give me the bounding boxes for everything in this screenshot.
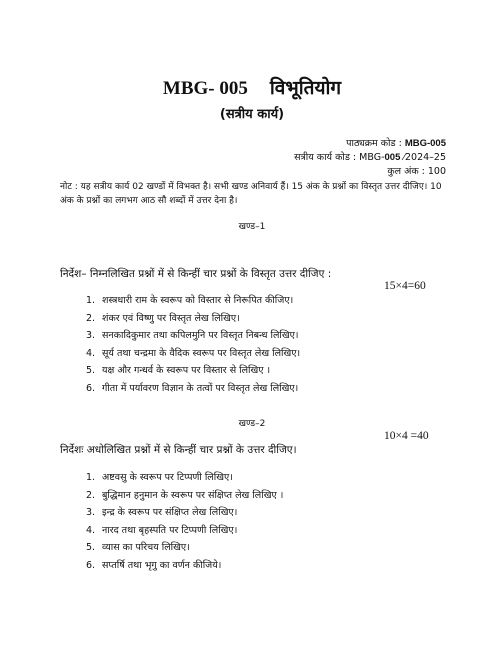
section-1-marks: 15×4=60 xyxy=(384,280,426,292)
question-number: 1. xyxy=(86,295,96,306)
assignment-code-bold: 005 xyxy=(384,152,401,163)
question-number: 2. xyxy=(86,489,96,501)
total-marks: कुल अंक : 100 xyxy=(387,166,446,177)
question-number: 2. xyxy=(86,312,96,324)
question-item xyxy=(86,327,300,345)
question-number: 5. xyxy=(86,542,96,554)
question-number: 1. xyxy=(86,472,96,483)
question-item xyxy=(86,362,300,380)
question-item xyxy=(86,487,283,505)
assignment-code-suffix: ⁄2024–25 xyxy=(400,152,446,163)
question-number: 5. xyxy=(86,365,96,377)
question-text: सप्तर्षि तथा भृगु का वर्णन कीजिये। xyxy=(102,559,222,571)
question-number: 6. xyxy=(86,382,96,394)
question-text: व्यास का परिचय लिखिए। xyxy=(102,542,190,554)
section-2-marks: 10×4 =40 xyxy=(384,430,429,442)
course-code-value: MBG-005 xyxy=(404,138,446,149)
question-text: इन्द्र के स्वरूप पर संक्षिप्त लेख लिखिए। xyxy=(102,507,238,519)
question-number: 4. xyxy=(86,524,96,536)
question-text: सूर्य तथा चन्द्रमा के वैदिक स्वरूप पर विस्तृत लेख लिखिए। xyxy=(102,347,301,359)
question-item xyxy=(86,380,300,398)
question-text: गीता में पर्यावरण विज्ञान के तत्वों पर विस्तृत लेख लिखिए। xyxy=(102,382,299,394)
question-item xyxy=(86,292,300,310)
question-text: यक्ष और गन्धर्व के स्वरूप पर विस्तार से लिखिए । xyxy=(102,365,271,377)
assignment-code-label: सत्रीय कार्य कोड : xyxy=(294,152,357,163)
question-text: शस्त्रधारी राम के स्वरूप को विस्तार से निरूपित कीजिए। xyxy=(102,295,294,306)
question-text: नारद तथा बृहस्पति पर टिप्पणी लिखिए। xyxy=(102,524,238,536)
question-text: शंकर एवं विष्णु पर विस्तृत लेख लिखिए। xyxy=(102,312,240,324)
course-code: MBG- 005 xyxy=(162,78,248,99)
section-1-instruction: निर्देश– निम्नलिखित प्रश्नों में से किन्हीं चार प्रश्नों के विस्तृत उत्तर दीजिए : xyxy=(60,268,332,280)
course-code-line xyxy=(346,136,446,149)
assignment-code-prefix: MBG- xyxy=(359,152,385,163)
question-text: अष्टवसु के स्वरूप पर टिप्पणी लिखिए। xyxy=(102,472,233,483)
question-text: बुद्धिमान हनुमान के स्वरूप पर संक्षिप्त लेख लिखिए । xyxy=(102,489,284,501)
section-1-heading: खण्ड–1 xyxy=(238,222,266,232)
question-item xyxy=(86,469,283,487)
section-2-instruction: निर्देशः अधोलिखित प्रश्नों में से किन्हीं चार प्रश्नों के उत्तर दीजिए। xyxy=(60,444,297,456)
course-code-label: पाठ्यक्रम कोड : xyxy=(346,138,402,149)
note-paragraph: नोट : यह सत्रीय कार्य 02 खण्डों में विभक्त है। सभी खण्ड अनिवार्य हैं। 15 अंक के प्रश्नों का विस्तृत उत्तर दीजिए। 10 अंक के प्रश्नों का लगभग आठ सौ शब्दों में उत्तर देना है। xyxy=(60,182,442,206)
question-item xyxy=(86,504,283,522)
question-item xyxy=(86,345,300,363)
assignment-code-line xyxy=(294,150,446,163)
question-item xyxy=(86,539,283,557)
section-2-heading: खण्ड–2 xyxy=(238,419,266,429)
question-number: 4. xyxy=(86,347,96,359)
section-1-questions xyxy=(86,292,300,398)
question-number: 3. xyxy=(86,507,96,519)
question-item xyxy=(86,310,300,328)
question-number: 6. xyxy=(86,559,96,571)
course-title: विभूतियोग xyxy=(269,78,342,99)
page-title xyxy=(0,74,504,100)
question-number: 3. xyxy=(86,330,96,342)
question-text: सनकादिकुमार तथा कपिलमुनि पर विस्तृत निबन्ध लिखिए। xyxy=(102,330,299,342)
question-item xyxy=(86,522,283,540)
page-subtitle: (सत्रीय कार्य) xyxy=(219,107,285,122)
question-item xyxy=(86,557,283,575)
section-2-questions xyxy=(86,469,283,575)
